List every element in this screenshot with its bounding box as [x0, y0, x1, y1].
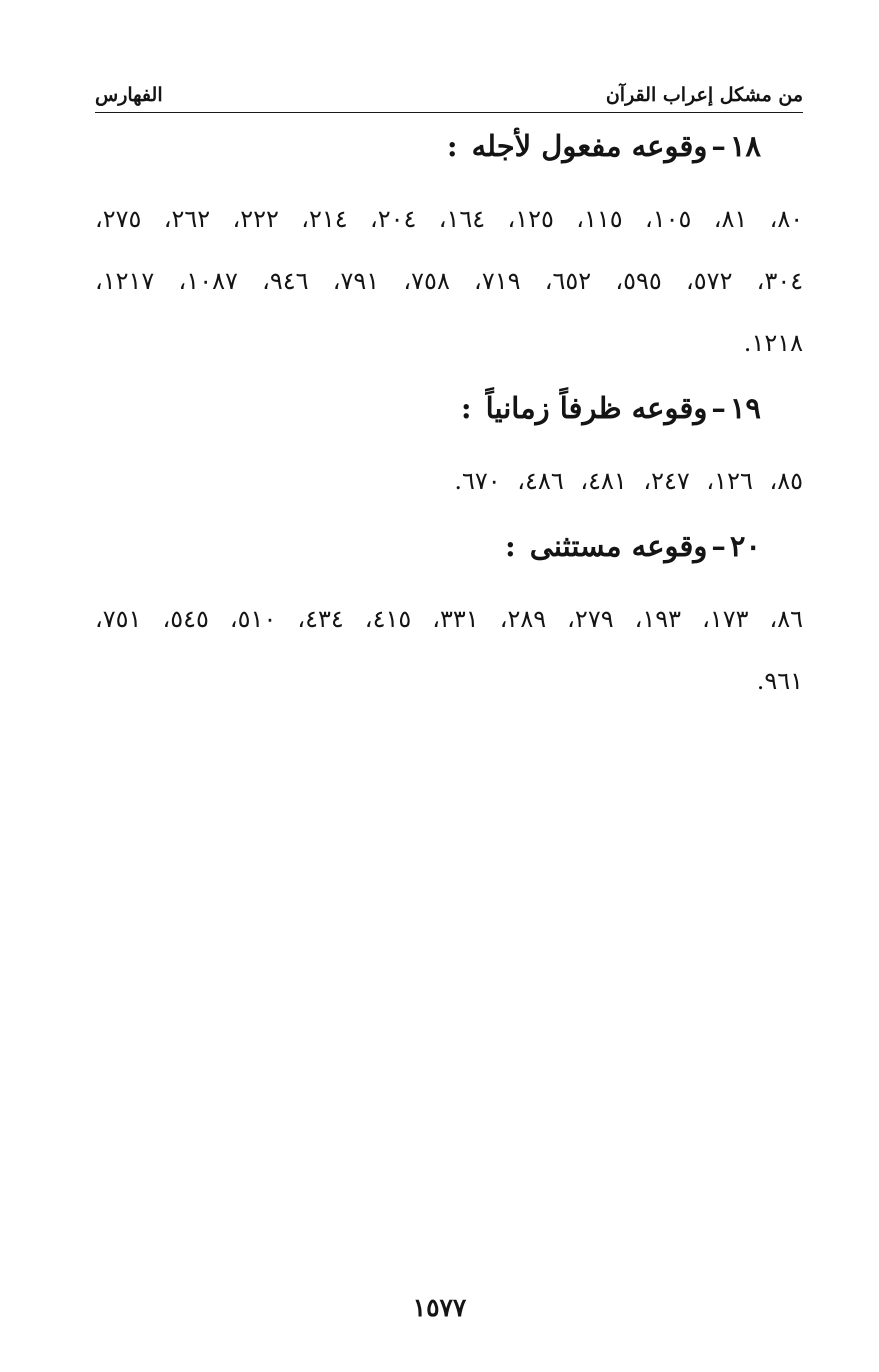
section-title: الفهارس	[95, 84, 163, 106]
section-number: ٢٠	[729, 529, 761, 563]
section-title-text: وقوعه مستثنى	[529, 529, 708, 563]
header-divider	[95, 112, 803, 113]
index-content	[95, 118, 803, 712]
section-heading	[95, 518, 803, 574]
page-references: ٨٦، ١٧٣، ١٩٣، ٢٧٩، ٢٨٩، ٣٣١، ٤١٥، ٤٣٤، ٥١٠، ٥٤٥، ٧٥١، ٩٦١.	[95, 605, 804, 695]
section-title-text: وقوعه ظرفاً زمانياً	[485, 391, 708, 425]
section-heading	[95, 118, 803, 174]
running-header	[95, 84, 803, 112]
page-references: ٨٥، ١٢٦، ٢٤٧، ٤٨١، ٤٨٦، ٦٧٠.	[454, 467, 803, 495]
page-references: ٨٠، ٨١، ١٠٥، ١١٥، ١٢٥، ١٦٤، ٢٠٤، ٢١٤، ٢٢٢، ٢٦٢، ٢٧٥، ٣٠٤، ٥٧٢، ٥٩٥، ٦٥٢، ٧١٩، ٧٥٨، ٧٩١، ٩٤٦، ١٠٨٧، ١٢١٧، ١٢١٨.	[95, 205, 804, 357]
section-number: ١٩	[729, 391, 761, 425]
book-title: من مشكل إعراب القرآن	[605, 84, 803, 106]
heading-colon: :	[505, 529, 516, 563]
index-section-20	[95, 518, 803, 712]
heading-colon: :	[460, 391, 472, 425]
heading-dash: –	[711, 129, 726, 163]
heading-dash: –	[711, 391, 726, 425]
section-heading	[95, 380, 803, 436]
index-section-19	[95, 380, 803, 512]
index-section-18	[95, 118, 803, 374]
page-number: ١٥٧٧	[412, 1293, 467, 1322]
section-number: ١٨	[729, 129, 761, 163]
heading-colon: :	[446, 129, 458, 163]
heading-dash: –	[711, 529, 726, 563]
section-title-text: وقوعه مفعول لأجله	[471, 129, 708, 163]
